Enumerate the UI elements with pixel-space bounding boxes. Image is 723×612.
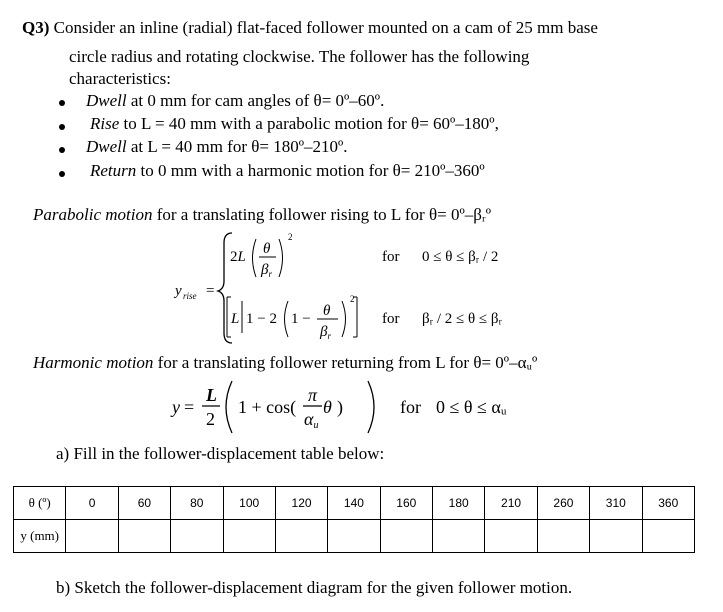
y-cell[interactable] xyxy=(223,520,275,553)
parabolic-equation xyxy=(160,225,560,345)
y-cell[interactable] xyxy=(485,520,537,553)
characteristic-item xyxy=(90,161,485,181)
y-rise-label: y xyxy=(175,283,182,299)
bullet-icon xyxy=(59,124,65,130)
displacement-table xyxy=(13,486,695,553)
theta-cell: 160 xyxy=(380,487,432,520)
characteristic-term: Rise xyxy=(90,114,120,133)
harmonic-text: for a translating follower returning from L for θ= 0º–αᵤº xyxy=(153,353,538,372)
theta-cell: 210 xyxy=(485,487,537,520)
theta-cell: 120 xyxy=(275,487,327,520)
part-a-instruction: a) Fill in the follower-displacement table below: xyxy=(56,444,385,463)
y-cell[interactable] xyxy=(590,520,642,553)
parabolic-text: for a translating follower rising to L for θ= 0º–βᵣº xyxy=(152,205,492,224)
y-cell[interactable] xyxy=(537,520,589,553)
characteristic-term: Return xyxy=(90,161,137,180)
question-intro-line3: characteristics: xyxy=(69,69,171,88)
theta-cell: 180 xyxy=(433,487,485,520)
svg-text:1 + cos(: 1 + cos( xyxy=(238,397,297,417)
case1-paren-left xyxy=(253,239,257,277)
theta-cell: 310 xyxy=(590,487,642,520)
case2-expression: L xyxy=(231,311,240,327)
y-cell[interactable] xyxy=(380,520,432,553)
case1-coefficient: 2L xyxy=(230,249,246,265)
case1-for: for xyxy=(382,249,400,265)
svg-text:L: L xyxy=(206,385,217,405)
theta-row xyxy=(14,487,695,520)
y-cell[interactable] xyxy=(433,520,485,553)
y-cell[interactable] xyxy=(118,520,170,553)
svg-text:1 − 2: 1 − 2 xyxy=(246,311,277,327)
question-number: Q3) xyxy=(22,18,50,37)
case1-exponent: 2 xyxy=(288,232,293,242)
equals-sign: = xyxy=(206,283,215,299)
harmonic-equation xyxy=(160,375,560,445)
characteristic-item xyxy=(86,91,384,111)
theta-cell: 100 xyxy=(223,487,275,520)
characteristic-term: Dwell xyxy=(86,137,127,156)
theta-cell: 0 xyxy=(66,487,118,520)
harmonic-condition: 0 ≤ θ ≤ αᵤ xyxy=(436,397,507,417)
case1-beta: $\beta_r$ xyxy=(261,262,272,279)
case2-exponent: 2 xyxy=(350,294,355,304)
bullet-icon xyxy=(59,171,65,177)
y-cell[interactable] xyxy=(328,520,380,553)
y-cell[interactable] xyxy=(275,520,327,553)
part-b-instruction: b) Sketch the follower-displacement diagram for the given follower motion. xyxy=(56,578,573,597)
case1-theta: θ xyxy=(263,241,271,257)
svg-text:): ) xyxy=(337,397,343,417)
bullet-icon xyxy=(59,100,65,106)
harmonic-heading xyxy=(33,353,537,373)
harmonic-for: for xyxy=(400,397,421,417)
parabolic-heading xyxy=(33,205,491,225)
svg-text:=: = xyxy=(184,397,195,417)
characteristic-item xyxy=(86,137,348,157)
y-cell[interactable] xyxy=(171,520,223,553)
y-row xyxy=(14,520,695,553)
theta-cell: 360 xyxy=(642,487,695,520)
question-intro-line2: circle radius and rotating clockwise. The follower has the following xyxy=(69,47,530,66)
theta-cell: 80 xyxy=(171,487,223,520)
y-cell[interactable] xyxy=(642,520,695,553)
characteristic-text: to 0 mm with a harmonic motion for θ= 210º–360º xyxy=(136,161,485,180)
parabolic-term: Parabolic motion xyxy=(33,205,153,224)
svg-text:αu: αu xyxy=(304,409,319,431)
case2-condition: βᵣ / 2 ≤ θ ≤ βᵣ xyxy=(422,311,502,327)
svg-text:y: y xyxy=(172,397,180,417)
question-intro-text: Consider an inline (radial) flat-faced follower mounted on a cam of 25 mm base xyxy=(53,18,598,37)
theta-header: θ (º) xyxy=(14,487,66,520)
svg-text:θ: θ xyxy=(323,303,331,319)
characteristic-text: at 0 mm for cam angles of θ= 0º–60º. xyxy=(126,91,385,110)
svg-text:θ: θ xyxy=(323,397,332,417)
case2-for: for xyxy=(382,311,400,327)
bullet-icon xyxy=(59,147,65,153)
characteristic-item xyxy=(90,114,499,134)
harmonic-term: Harmonic motion xyxy=(33,353,154,372)
characteristic-text: at L = 40 mm for θ= 180º–210º. xyxy=(126,137,348,156)
case1-condition: 0 ≤ θ ≤ βᵣ / 2 xyxy=(422,249,499,265)
y-cell[interactable] xyxy=(66,520,118,553)
question-intro-line1 xyxy=(22,18,598,38)
theta-cell: 260 xyxy=(537,487,589,520)
characteristic-text: to L = 40 mm with a parabolic motion for θ= 60º–180º, xyxy=(119,114,499,133)
characteristic-term: Dwell xyxy=(86,91,127,110)
case1-paren-right xyxy=(279,239,283,277)
y-header: y (mm) xyxy=(14,520,66,553)
y-rise-subscript: rise xyxy=(183,291,197,301)
theta-cell: 140 xyxy=(328,487,380,520)
svg-text:π: π xyxy=(308,385,318,405)
svg-text:2: 2 xyxy=(206,409,215,429)
svg-text:1 −: 1 − xyxy=(291,311,311,327)
svg-text:βr: $\beta_r$ xyxy=(320,324,331,341)
theta-cell: 60 xyxy=(118,487,170,520)
